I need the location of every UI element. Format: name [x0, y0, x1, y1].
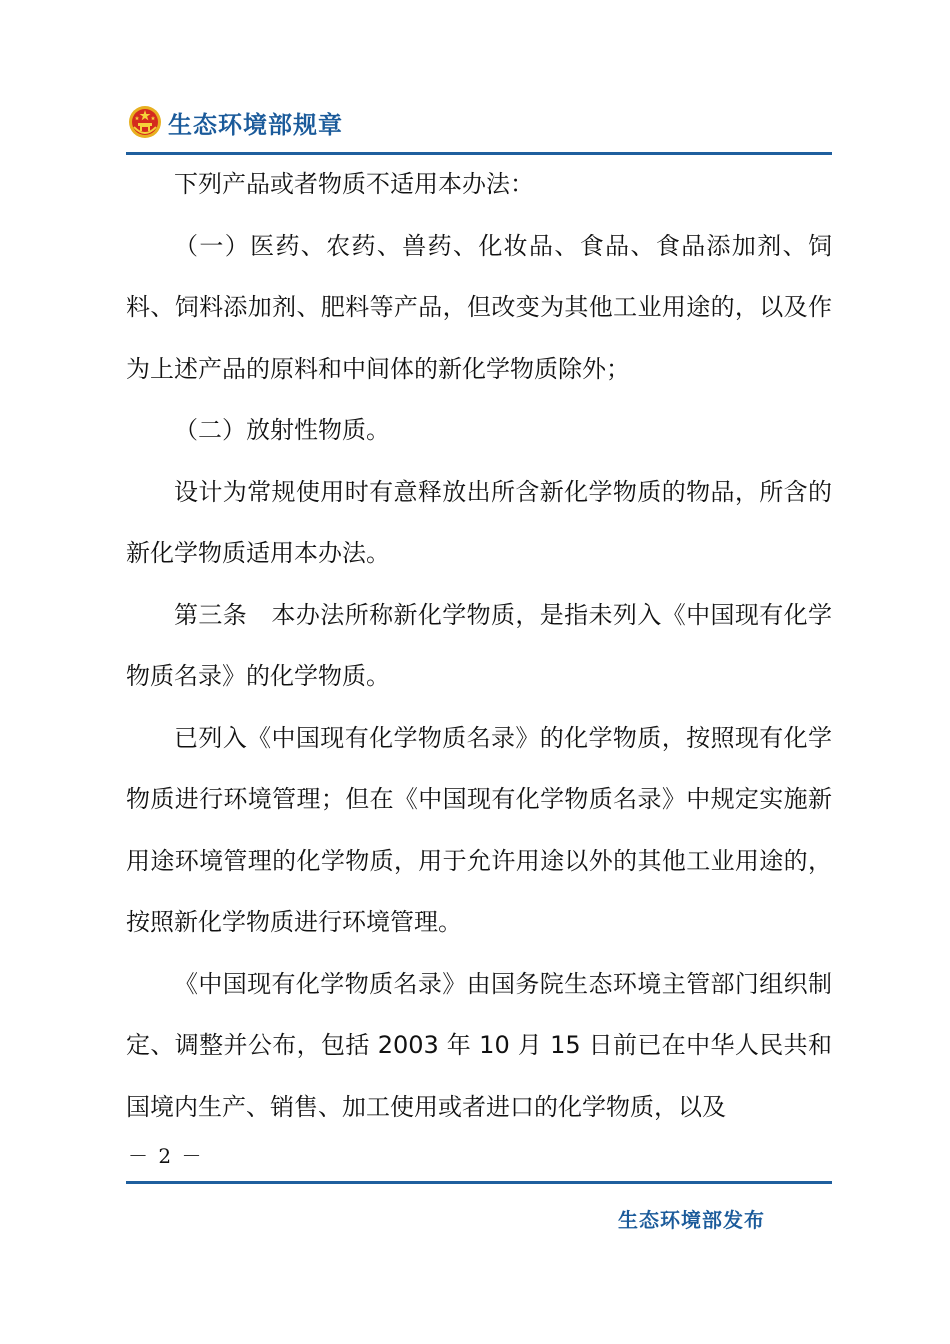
header-title: 生态环境部规章	[168, 110, 343, 139]
national-emblem-icon	[128, 105, 162, 139]
page-header	[128, 100, 343, 144]
footer-publisher: 生态环境部发布	[618, 1208, 765, 1232]
paragraph: （二）放射性物质。	[174, 416, 390, 444]
paragraph: 已列入《中国现有化学物质名录》的化学物质，按照现有化学物质进行环境管理；但在《中国现有化学物质名录》中规定实施新用途环境管理的化学物质，用于允许用途以外的其他工业用途的，按照新化学物质进行环境管理。	[126, 723, 832, 936]
paragraph: （一）医药、农药、兽药、化妆品、食品、食品添加剂、饲料、饲料添加剂、肥料等产品，但改变为其他工业用途的，以及作为上述产品的原料和中间体的新化学物质除外；	[126, 231, 832, 383]
page-number: － 2 －	[128, 1144, 204, 1168]
footer-divider	[126, 1181, 832, 1184]
paragraph: 设计为常规使用时有意释放出所含新化学物质的物品，所含的新化学物质适用本办法。	[126, 477, 832, 567]
document-body	[126, 154, 832, 1138]
paragraph: 《中国现有化学物质名录》由国务院生态环境主管部门组织制定、调整并公布，包括 2003 年 10 月 15 日前已在中华人民共和国境内生产、销售、加工使用或者进口的化学物质，以及	[126, 969, 832, 1121]
paragraph: 第三条 本办法所称新化学物质，是指未列入《中国现有化学物质名录》的化学物质。	[126, 600, 832, 690]
paragraph: 下列产品或者物质不适用本办法：	[174, 170, 534, 198]
